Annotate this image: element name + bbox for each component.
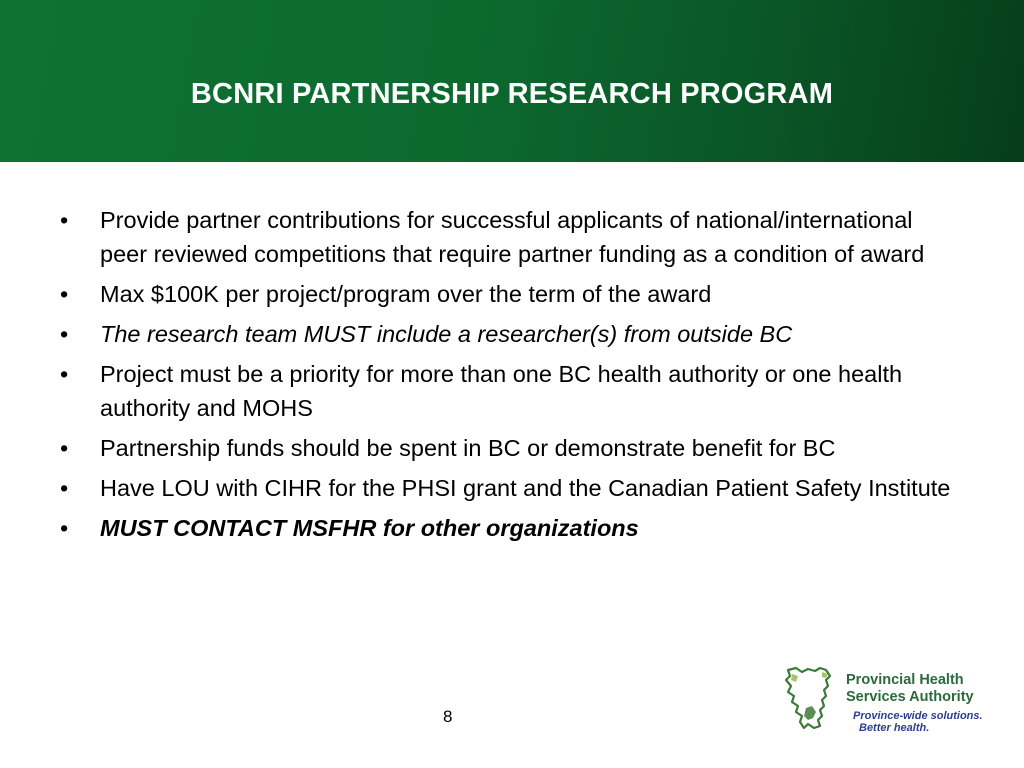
bullet-text: Provide partner contributions for successful applicants of national/international peer reviewed competitions that require partner funding as a condition of award [100,207,925,267]
slide-title: BCNRI PARTNERSHIP RESEARCH PROGRAM [190,78,834,110]
bullet-dot-icon: • [60,321,69,347]
bullet-list [58,203,958,551]
bullet-dot-icon: • [60,515,69,541]
bullet-item [58,317,958,351]
bullet-text: The research team MUST include a researcher(s) from outside BC [100,321,793,347]
page-number: 8 [443,707,453,726]
logo-tagline [853,710,983,734]
logo-tagline-line1: Province-wide solutions. [853,710,983,722]
bc-map-icon [782,662,856,736]
bullet-dot-icon: • [60,281,69,307]
bullet-text: Project must be a priority for more than one BC health authority or one health authority and MOHS [100,361,903,421]
logo-tagline-line2: Better health. [859,722,930,734]
bullet-text: Partnership funds should be spent in BC or demonstrate benefit for BC [100,435,836,461]
bullet-item [58,357,958,425]
bullet-text: MUST CONTACT MSFHR for other organizations [100,515,639,541]
logo-name [846,672,974,706]
bullet-text: Max $100K per project/program over the term of the award [100,281,712,307]
bullet-dot-icon: • [60,361,69,387]
bullet-item [58,203,958,271]
bullet-item [58,277,958,311]
logo-name-line2: Services Authority [846,689,974,705]
logo-name-line1: Provincial Health [846,672,964,688]
bullet-item [58,471,958,505]
bullet-item [58,431,958,465]
bullet-dot-icon: • [60,435,69,461]
bullet-dot-icon: • [60,207,69,233]
bullet-text: Have LOU with CIHR for the PHSI grant and the Canadian Patient Safety Institute [100,475,951,501]
bullet-item [58,511,958,545]
title-banner [0,0,1024,162]
phsa-logo [782,662,1002,736]
bullet-dot-icon: • [60,475,69,501]
